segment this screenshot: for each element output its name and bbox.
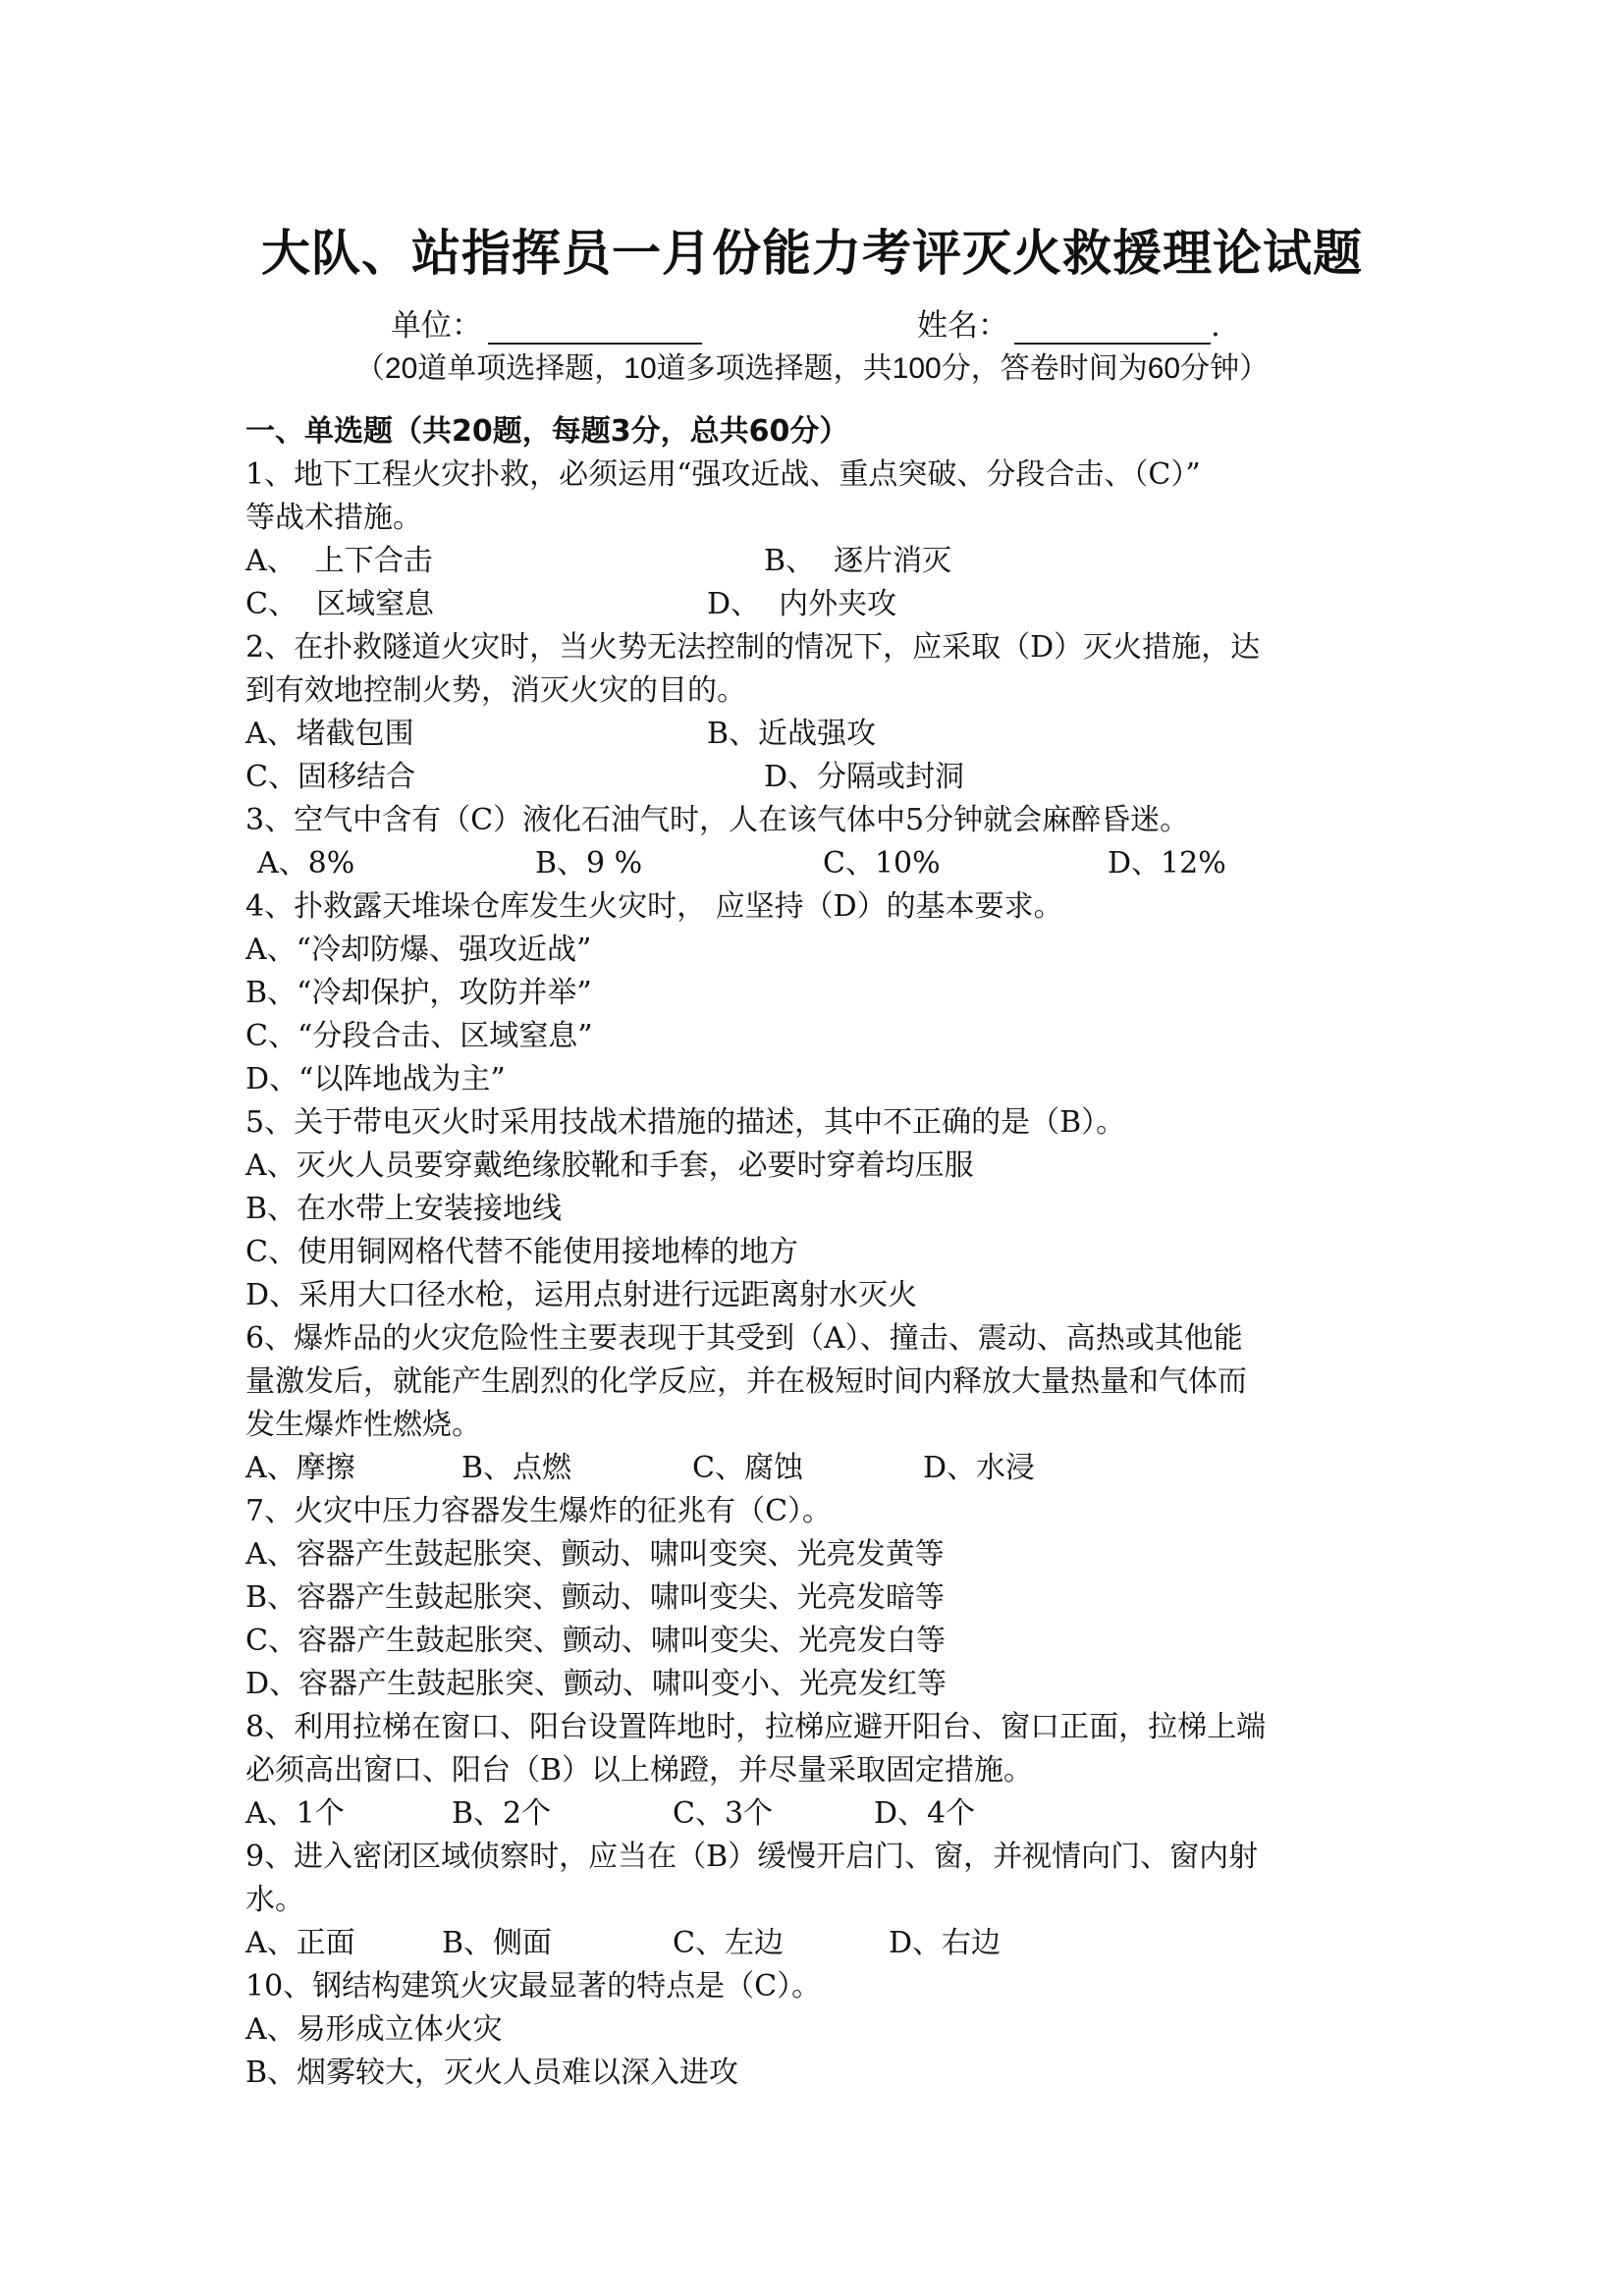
question-line: A、易形成立体火灾	[245, 2012, 503, 2047]
option-row	[245, 713, 1394, 756]
option-b: B、近战强攻	[707, 717, 877, 751]
question-line: D、“以阵地战为主”	[245, 1062, 506, 1096]
option-c: C、 区域窒息	[245, 587, 435, 621]
question-item	[245, 1490, 1394, 1706]
question-item	[245, 1965, 1394, 2095]
question-text: 6、爆炸品的火灾危险性主要表现于其受到（A）、撞击、震动、高热或其他能	[245, 1321, 1243, 1356]
option-d: D、水浸	[923, 1451, 1036, 1485]
question-text: 10、钢结构建筑火灾最显著的特点是（C）。	[245, 1969, 822, 2003]
option-a: A、8%	[257, 846, 355, 881]
question-line: C、容器产生鼓起胀突、颤动、啸叫变尖、光亮发白等	[245, 1624, 946, 1658]
option-b: B、点燃	[461, 1451, 572, 1485]
question-text: 3、空气中含有（C）液化石油气时，人在该气体中5分钟就会麻醉昏迷。	[245, 803, 1190, 837]
section-title: 一、单选题（共20题，每题3分，总共60分）	[245, 414, 849, 449]
question-item	[245, 1101, 1394, 1317]
option-d: D、4个	[874, 1796, 976, 1831]
question-line: D、采用大口径水枪，运用点射进行远距离射水灭火	[245, 1278, 918, 1312]
question-item	[245, 799, 1394, 885]
unit-blank[interactable]	[488, 313, 702, 345]
option-b: B、2个	[452, 1796, 552, 1831]
unit-field	[391, 300, 702, 345]
option-row	[245, 756, 1394, 799]
option-d: D、右边	[889, 1926, 1001, 1960]
header-fields	[0, 300, 1624, 344]
option-b: B、侧面	[442, 1926, 553, 1960]
question-line: B、容器产生鼓起胀突、颤动、啸叫变尖、光亮发暗等	[245, 1580, 946, 1615]
question-line: A、灭火人员要穿戴绝缘胶靴和手套，必要时穿着均压服	[245, 1148, 974, 1183]
option-row	[245, 540, 1394, 583]
question-line: 等战术措施。	[245, 501, 422, 535]
option-c: C、固移结合	[245, 760, 415, 794]
page-title: 大队、站指挥员一月份能力考评灭火救援理论试题	[261, 225, 1363, 282]
option-row	[245, 1792, 1394, 1836]
question-item	[245, 885, 1394, 1101]
question-text: 2、在扑救隧道火灾时，当火势无法控制的情况下，应采取（D）灭火措施，达	[245, 630, 1261, 665]
option-d: D、12%	[1108, 846, 1226, 881]
question-text: 8、利用拉梯在窗口、阳台设置阵地时，拉梯应避开阳台、窗口正面，拉梯上端	[245, 1710, 1267, 1744]
option-row	[245, 1922, 1394, 1965]
question-text: 5、关于带电灭火时采用技战术措施的描述，其中不正确的是（B）。	[245, 1105, 1126, 1140]
option-a: A、堵截包围	[245, 717, 414, 751]
question-item	[245, 1706, 1394, 1836]
question-line: 发生爆炸性燃烧。	[245, 1408, 481, 1442]
question-text: 9、进入密闭区域侦察时，应当在（B）缓慢开启门、窗，并视情向门、窗内射	[245, 1840, 1259, 1874]
option-a: A、正面	[245, 1926, 355, 1960]
option-c: C、3个	[673, 1796, 774, 1831]
question-text: 4、扑救露天堆垛仓库发生火灾时， 应坚持（D）的基本要求。	[245, 889, 1063, 924]
question-line: 必须高出窗口、阳台（B）以上梯蹬，并尽量采取固定措施。	[245, 1753, 1034, 1788]
name-blank[interactable]	[1014, 313, 1211, 345]
question-line: A、“冷却防爆、强攻近战”	[245, 933, 592, 967]
option-b: B、 逐片消灭	[764, 544, 952, 578]
option-d: D、 内外夹攻	[707, 587, 897, 621]
question-text: 7、火灾中压力容器发生爆炸的征兆有（C）。	[245, 1494, 833, 1528]
question-item	[245, 1836, 1394, 1965]
option-a: A、 上下合击	[245, 544, 433, 578]
option-b: B、9 %	[535, 846, 643, 881]
question-line: D、容器产生鼓起胀突、颤动、啸叫变小、光亮发红等	[245, 1667, 947, 1701]
option-a: A、1个	[245, 1796, 345, 1831]
question-line: B、烟雾较大，灭火人员难以深入进攻	[245, 2056, 739, 2090]
question-line: C、“分段合击、区域窒息”	[245, 1019, 593, 1053]
option-d: D、分隔或封洞	[764, 760, 965, 794]
option-c: C、左边	[673, 1926, 784, 1960]
question-item	[245, 626, 1394, 799]
question-line: B、在水带上安装接地线	[245, 1192, 563, 1226]
option-row	[245, 583, 1394, 626]
option-row	[245, 842, 1394, 885]
question-line: B、“冷却保护，攻防并举”	[245, 976, 592, 1010]
question-line: 水。	[245, 1883, 304, 1917]
name-field	[917, 300, 1220, 345]
question-line: 量激发后，就能产生剧烈的化学反应，并在极短时间内释放大量热量和气体而	[245, 1364, 1247, 1399]
question-line: A、容器产生鼓起胀突、颤动、啸叫变突、光亮发黄等	[245, 1537, 945, 1572]
question-text: 1、地下工程火灾扑救，必须运用“强攻近战、重点突破、分段合击、（C）”	[245, 457, 1201, 492]
question-line: C、使用铜网格代替不能使用接地棒的地方	[245, 1235, 798, 1269]
name-label: 姓名：	[917, 308, 1008, 344]
option-c: C、10%	[823, 846, 941, 881]
option-row	[245, 1447, 1394, 1490]
question-line: 到有效地控制火势，消灭火灾的目的。	[245, 673, 746, 708]
question-item	[245, 1317, 1394, 1490]
option-a: A、摩擦	[245, 1451, 355, 1485]
question-list	[245, 410, 1394, 2095]
question-item	[245, 454, 1394, 626]
name-trail: .	[1211, 308, 1220, 344]
exam-note: （20道单项选择题，10道多项选择题，共100分，答卷时间为60分钟）	[354, 352, 1270, 385]
option-c: C、腐蚀	[692, 1451, 803, 1485]
unit-label: 单位：	[391, 308, 482, 344]
